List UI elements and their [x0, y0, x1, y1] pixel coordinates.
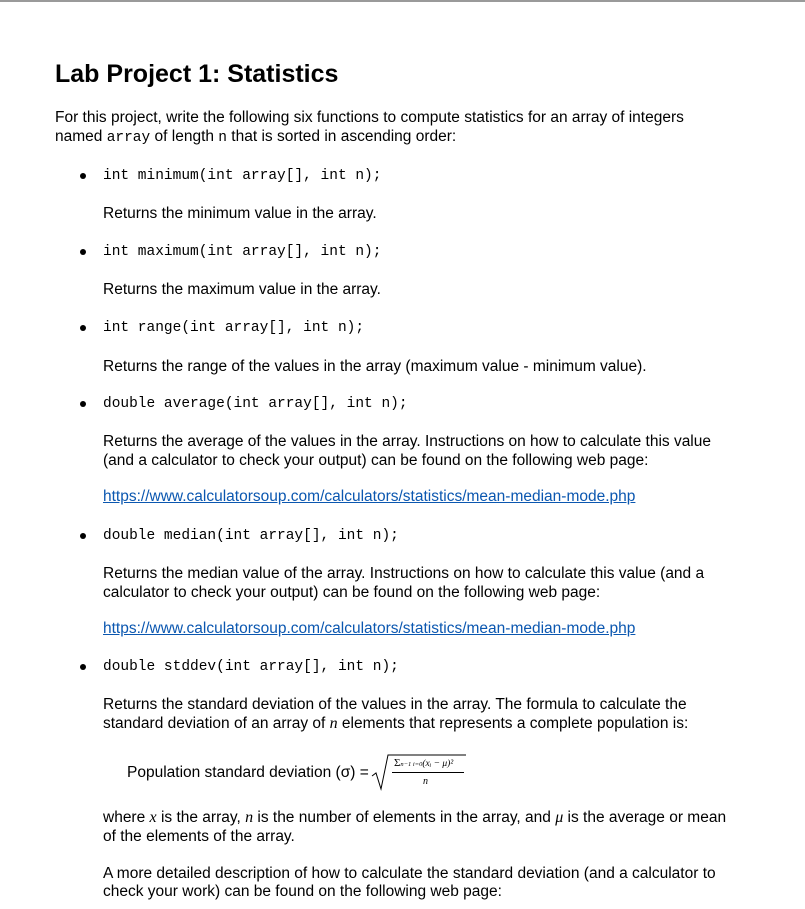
bullet-icon — [80, 173, 86, 179]
function-signature-range: int range(int array[], int n); — [103, 320, 365, 336]
average-reference-link[interactable]: https://www.calculatorsoup.com/calculators/statistics/mean-median-mode.php — [103, 488, 636, 505]
bullet-icon — [80, 533, 86, 539]
function-desc-minimum: Returns the minimum value in the array. — [103, 205, 377, 222]
var-n: n — [245, 809, 254, 826]
formula-numerator: Σn−1 i=0(xᵢ − μ)² — [394, 757, 454, 769]
function-desc-range: Returns the range of the values in the array (maximum value - minimum value). — [103, 358, 647, 375]
fraction-bar — [392, 772, 464, 773]
var-x: x — [149, 809, 157, 826]
formula-denominator: n — [423, 776, 428, 787]
intro-line-1: For this project, write the following six functions to compute statistics for an array of integers — [55, 109, 684, 126]
stddev-formula — [370, 752, 470, 792]
function-signature-stddev: double stddev(int array[], int n); — [103, 659, 399, 675]
function-signature-median: double median(int array[], int n); — [103, 528, 399, 544]
median-reference-link[interactable]: https://www.calculatorsoup.com/calculators/statistics/mean-median-mode.php — [103, 620, 636, 637]
where-line-2: of the elements of the array. — [103, 828, 295, 845]
closing-line-2: check your work) can be found on the following web page: — [103, 883, 502, 900]
var-mu: μ — [555, 809, 564, 826]
function-desc-maximum: Returns the maximum value in the array. — [103, 281, 381, 298]
top-border — [0, 0, 805, 2]
var-n: n — [329, 715, 338, 732]
page-title: Lab Project 1: Statistics — [55, 60, 339, 88]
function-desc-average-line-1: Returns the average of the values in the array. Instructions on how to calculate this value — [103, 433, 711, 450]
function-desc-average-line-2: (and a calculator to check your output) can be found on the following web page: — [103, 452, 649, 469]
bullet-icon — [80, 325, 86, 331]
bullet-icon — [80, 664, 86, 670]
function-desc-stddev-line-2: standard deviation of an array of n elements that represents a complete population is: — [103, 715, 689, 732]
function-signature-average: double average(int array[], int n); — [103, 396, 408, 412]
function-signature-maximum: int maximum(int array[], int n); — [103, 244, 382, 260]
intro-line-2: named array of length n that is sorted in ascending order: — [55, 128, 457, 146]
bullet-icon — [80, 401, 86, 407]
function-desc-median-line-2: calculator to check your output) can be found on the following web page: — [103, 584, 601, 601]
formula-label: Population standard deviation (σ) = — [127, 764, 369, 781]
code-n: n — [218, 130, 227, 146]
function-desc-stddev-line-1: Returns the standard deviation of the values in the array. The formula to calculate the — [103, 696, 687, 713]
bullet-icon — [80, 249, 86, 255]
where-line-1: where x is the array, n is the number of elements in the array, and μ is the average or mean — [103, 809, 727, 826]
closing-line-1: A more detailed description of how to calculate the standard deviation (and a calculator to — [103, 865, 716, 882]
function-desc-median-line-1: Returns the median value of the array. Instructions on how to calculate this value (and a — [103, 565, 705, 582]
code-array: array — [106, 130, 151, 146]
function-signature-minimum: int minimum(int array[], int n); — [103, 168, 382, 184]
